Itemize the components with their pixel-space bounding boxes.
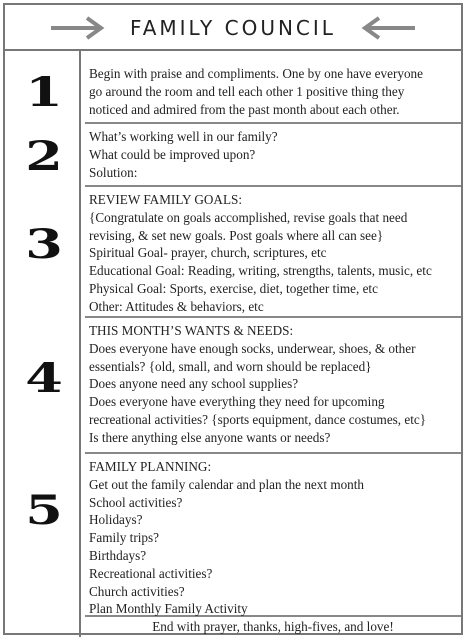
document-frame — [3, 3, 463, 635]
step-4-line: Is there anything else anyone wants or needs? — [89, 429, 331, 445]
step-5-line: Plan Monthly Family Activity — [89, 601, 248, 617]
step-3-line: Other: Attitudes & behaviors, etc — [89, 298, 264, 314]
step-number-2: 2 — [25, 133, 63, 180]
step-4-line: recreational activities? {sports equipment, dance costumes, etc} — [89, 411, 427, 427]
step-1-box — [85, 61, 461, 124]
step-4-line: essentials? {old, small, and worn should be replaced} — [89, 358, 372, 374]
step-4-box — [85, 318, 461, 454]
step-4-line: Does everyone have everything they need for upcoming — [89, 394, 385, 410]
step-5-line: Holidays? — [89, 512, 143, 528]
header — [5, 5, 461, 51]
step-3-line: revising, & set new goals. Post goals where all can see} — [89, 227, 384, 243]
step-5-line: Recreational activities? — [89, 565, 213, 581]
step-5-line: Get out the family calendar and plan the next month — [89, 476, 365, 492]
step-5-line: School activities? — [89, 494, 183, 510]
step-3-line: Physical Goal: Sports, exercise, diet, together time, etc — [89, 280, 378, 296]
step-3-box — [85, 187, 461, 318]
step-5-line: Birthdays? — [89, 547, 147, 563]
step-3-heading: REVIEW FAMILY GOALS: — [89, 192, 243, 207]
step-4-line: Does everyone have enough socks, underwear, shoes, & other — [89, 340, 416, 356]
step-3-line: Educational Goal: Reading, writing, strengths, talents, music, etc — [89, 263, 432, 279]
step-2-line: What’s working well in our family? — [89, 129, 278, 144]
step-number-5: 5 — [25, 487, 63, 534]
step-3-line: {Congratulate on goals accomplished, revise goals that need — [89, 209, 408, 225]
step-3-line: Spiritual Goal- prayer, church, scriptures, etc — [89, 245, 327, 261]
step-5-box — [85, 454, 461, 617]
step-1-line: go around the room and tell each other 1 positive thing they — [89, 83, 405, 99]
step-number-4: 4 — [25, 355, 63, 402]
step-4-line: Does anyone need any school supplies? — [89, 376, 299, 392]
step-4-heading: THIS MONTH’S WANTS & NEEDS: — [89, 323, 294, 338]
step-1-line: Begin with praise and compliments. One by one have everyone — [89, 66, 423, 81]
step-5-heading: FAMILY PLANNING: — [89, 459, 212, 474]
step-number-3: 3 — [25, 221, 63, 268]
step-5-line: Family trips? — [89, 530, 159, 546]
step-1-line: noticed and admired from the past month about each other. — [89, 101, 400, 117]
step-number-1: 1 — [25, 69, 63, 116]
step-2-box — [85, 124, 461, 187]
arrow-left-icon — [357, 15, 417, 41]
step-5-line: Church activities? — [89, 583, 185, 599]
step-2-line: Solution: — [89, 164, 138, 180]
step-2-line: What could be improved upon? — [89, 146, 256, 162]
closing-line: End with prayer, thanks, high-fives, and love! — [152, 619, 394, 634]
page-title: FAMILY COUNCIL — [130, 16, 336, 40]
